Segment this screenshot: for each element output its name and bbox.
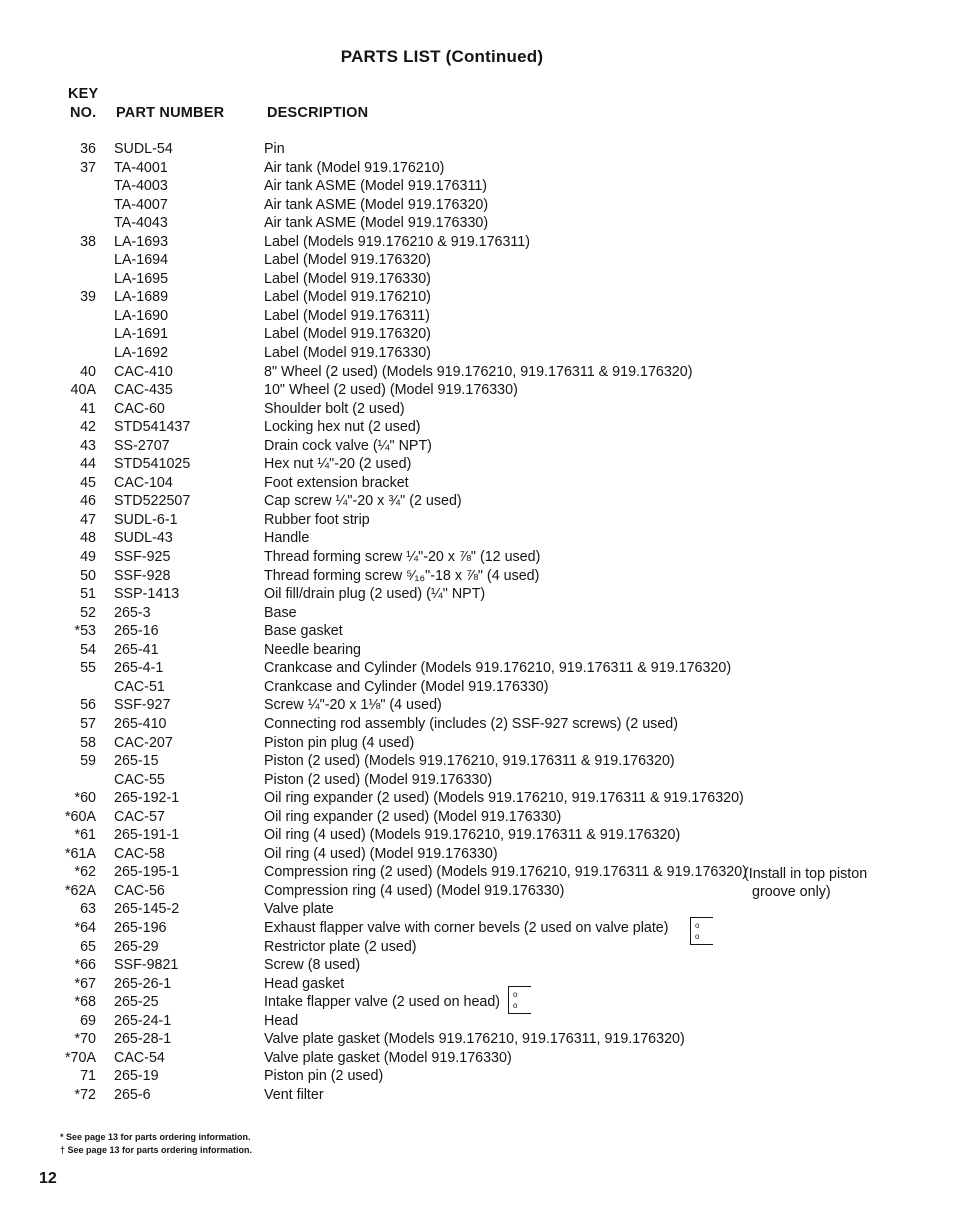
part-number: 265-145-2 xyxy=(114,901,180,918)
part-number: 265-28-1 xyxy=(114,1031,172,1048)
part-description: Oil fill/drain plug (2 used) (¼" NPT) xyxy=(264,586,486,603)
part-description: Pin xyxy=(264,141,285,157)
part-number: 265-25 xyxy=(114,994,159,1011)
key-number: 54 xyxy=(80,641,96,658)
table-row xyxy=(0,752,954,771)
part-description: Piston pin plug (4 used) xyxy=(264,734,415,751)
part-description: Crankcase and Cylinder (Model 919.176330) xyxy=(264,678,549,695)
part-number: CAC-435 xyxy=(114,382,173,399)
description-header: DESCRIPTION xyxy=(267,105,369,121)
part-description: Intake flapper valve (2 used on head) xyxy=(264,994,501,1011)
footnote: † See page 13 for parts ordering information. xyxy=(60,1145,253,1155)
part-number: LA-1691 xyxy=(114,326,169,343)
part-description: Valve plate gasket (Model 919.176330) xyxy=(264,1049,512,1066)
part-number: TA-4007 xyxy=(114,196,168,213)
part-description: Oil ring expander (2 used) (Model 919.176330) xyxy=(264,808,562,825)
page-title: PARTS LIST (Continued) xyxy=(340,47,544,66)
key-number: 44 xyxy=(80,456,96,473)
part-number: 265-19 xyxy=(114,1068,159,1085)
table-row xyxy=(0,622,954,641)
part-description: Air tank ASME (Model 919.176320) xyxy=(264,196,489,213)
part-description: Hex nut ¼"-20 (2 used) xyxy=(264,456,412,473)
table-row xyxy=(0,956,954,975)
part-description: Air tank (Model 919.176210) xyxy=(264,159,445,176)
part-description: Air tank ASME (Model 919.176311) xyxy=(264,178,488,195)
table-row xyxy=(0,511,954,530)
part-description: Exhaust flapper valve with corner bevels (2 used on valve plate) xyxy=(264,919,669,936)
part-description: Oil ring (4 used) (Models 919.176210, 919.176311 & 919.176320) xyxy=(264,827,681,844)
part-number: LA-1693 xyxy=(114,233,169,250)
key-number: 63 xyxy=(80,901,96,918)
part-description: Head xyxy=(264,1012,299,1029)
table-row xyxy=(0,567,954,586)
parts-table xyxy=(0,140,954,1104)
table-row xyxy=(0,1012,954,1031)
part-description: Screw (8 used) xyxy=(264,957,361,974)
part-number: SSF-9821 xyxy=(114,957,179,974)
part-number: CAC-58 xyxy=(114,845,165,862)
table-row xyxy=(0,585,954,604)
table-row xyxy=(0,845,954,864)
table-row xyxy=(0,993,954,1012)
part-number: CAC-55 xyxy=(114,771,165,788)
part-description: Shoulder bolt (2 used) xyxy=(264,400,405,417)
part-number: STD541437 xyxy=(114,419,191,436)
part-number: SSF-925 xyxy=(114,549,171,566)
key-number: *62 xyxy=(74,864,96,881)
part-number: 265-15 xyxy=(114,753,159,770)
part-description: Handle xyxy=(264,530,310,547)
table-row xyxy=(0,789,954,808)
part-description: Cap screw ¼"-20 x ¾" (2 used) xyxy=(264,493,462,510)
key-number: 48 xyxy=(80,530,96,547)
table-row xyxy=(0,826,954,845)
part-description: Thread forming screw ¼"-20 x ⅞" (12 used) xyxy=(264,549,541,566)
key-number: 40 xyxy=(80,363,96,380)
table-row xyxy=(0,400,954,419)
part-number: SSF-927 xyxy=(114,697,171,714)
key-number: 50 xyxy=(80,567,96,584)
table-row xyxy=(0,325,954,344)
part-description: Air tank ASME (Model 919.176330) xyxy=(264,215,489,232)
table-row xyxy=(0,474,954,493)
table-row xyxy=(0,734,954,753)
part-description: Piston (2 used) (Models 919.176210, 919.176311 & 919.176320) xyxy=(264,753,675,770)
key-number: 55 xyxy=(80,660,96,677)
table-row xyxy=(0,233,954,252)
part-description: Label (Model 919.176320) xyxy=(264,252,431,269)
key-number: *68 xyxy=(74,994,96,1011)
table-row xyxy=(0,381,954,400)
table-row xyxy=(0,492,954,511)
part-description: Foot extension bracket xyxy=(264,474,409,491)
part-description: Valve plate xyxy=(264,901,334,918)
part-description: Rubber foot strip xyxy=(264,511,370,528)
part-description: Compression ring (4 used) (Model 919.176330) xyxy=(264,882,565,899)
part-description: 10" Wheel (2 used) (Model 919.176330) xyxy=(264,382,518,399)
key-number: 57 xyxy=(80,715,96,732)
part-description: Valve plate gasket (Models 919.176210, 919.176311, 919.176320) xyxy=(264,1031,685,1048)
key-number: *70A xyxy=(64,1049,96,1066)
part-number: 265-191-1 xyxy=(114,827,180,844)
key-number: *64 xyxy=(74,919,96,936)
key-number: 47 xyxy=(80,511,96,528)
part-description: Piston pin (2 used) xyxy=(264,1068,384,1085)
part-number: TA-4003 xyxy=(114,178,168,195)
key-number: 45 xyxy=(80,474,96,491)
table-row xyxy=(0,288,954,307)
table-row xyxy=(0,975,954,994)
part-description: Needle bearing xyxy=(264,641,361,658)
table-row xyxy=(0,418,954,437)
part-description: Oil ring expander (2 used) (Models 919.176210, 919.176311 & 919.176320) xyxy=(264,790,744,807)
key-number: 58 xyxy=(80,734,96,751)
part-number-header: PART NUMBER xyxy=(116,105,225,121)
part-description: 8" Wheel (2 used) (Models 919.176210, 919.176311 & 919.176320) xyxy=(264,363,693,380)
part-number: 265-195-1 xyxy=(114,864,180,881)
key-number: 51 xyxy=(80,586,96,603)
part-description: Piston (2 used) (Model 919.176330) xyxy=(264,771,493,788)
part-number: 265-196 xyxy=(114,919,167,936)
key-number: *61A xyxy=(64,845,96,862)
table-row xyxy=(0,1030,954,1049)
part-description: Thread forming screw ⁵⁄₁₆"-18 x ⅞" (4 used) xyxy=(264,567,540,584)
table-row xyxy=(0,214,954,233)
part-description: Connecting rod assembly (includes (2) SSF-927 screws) (2 used) xyxy=(264,715,678,732)
part-number: 265-6 xyxy=(114,1086,151,1103)
table-row xyxy=(0,604,954,623)
key-number: 49 xyxy=(80,549,96,566)
table-row xyxy=(0,270,954,289)
table-row xyxy=(0,938,954,957)
part-number: CAC-104 xyxy=(114,474,173,491)
part-description: Locking hex nut (2 used) xyxy=(264,419,421,436)
part-description: Head gasket xyxy=(264,975,345,992)
part-description: Drain cock valve (¼" NPT) xyxy=(264,437,432,454)
table-row xyxy=(0,363,954,382)
page-number: 12 xyxy=(39,1170,57,1187)
key-number: *60A xyxy=(64,808,96,825)
part-number: 265-29 xyxy=(114,938,159,955)
table-row xyxy=(0,437,954,456)
key-number: *67 xyxy=(74,975,96,992)
table-row xyxy=(0,678,954,697)
part-number: LA-1695 xyxy=(114,270,169,287)
table-row xyxy=(0,196,954,215)
part-number: 265-24-1 xyxy=(114,1012,172,1029)
part-description: Base xyxy=(264,604,297,621)
table-row xyxy=(0,140,954,159)
part-description: Vent filter xyxy=(264,1086,324,1103)
part-number: SUDL-6-1 xyxy=(114,511,178,528)
part-description: Screw ¼"-20 x 1⅛" (4 used) xyxy=(264,697,442,714)
part-number: CAC-410 xyxy=(114,363,173,380)
part-description: Compression ring (2 used) (Models 919.176210, 919.176311 & 919.176320) xyxy=(264,864,747,881)
key-number: 41 xyxy=(80,400,96,417)
part-description: Label (Model 919.176320) xyxy=(264,326,431,343)
table-row xyxy=(0,808,954,827)
key-number: 46 xyxy=(80,493,96,510)
key-number: 40A xyxy=(70,382,96,399)
key-number: *72 xyxy=(74,1086,96,1103)
key-number: *53 xyxy=(74,623,96,640)
footnote: * See page 13 for parts ordering information. xyxy=(60,1132,251,1142)
part-description: Label (Model 919.176311) xyxy=(264,307,430,324)
part-number: 265-4-1 xyxy=(114,660,164,677)
key-number: 56 xyxy=(80,697,96,714)
part-number: 265-192-1 xyxy=(114,790,180,807)
table-row xyxy=(0,177,954,196)
table-row xyxy=(0,307,954,326)
table-row xyxy=(0,455,954,474)
part-description: Label (Model 919.176330) xyxy=(264,270,431,287)
key-number: 36 xyxy=(80,141,96,157)
table-row xyxy=(0,1086,954,1105)
valve-bracket-symbol: o o xyxy=(508,986,531,1014)
table-row xyxy=(0,548,954,567)
key-number: *66 xyxy=(74,957,96,974)
part-number: SS-2707 xyxy=(114,437,170,454)
key-header-line2: NO. xyxy=(70,105,97,121)
part-description: Crankcase and Cylinder (Models 919.176210, 919.176311 & 919.176320) xyxy=(264,660,732,677)
key-number: 65 xyxy=(80,938,96,955)
part-description: Label (Models 919.176210 & 919.176311) xyxy=(264,233,531,250)
key-number: 42 xyxy=(80,419,96,436)
key-number: 39 xyxy=(80,289,96,306)
part-number: CAC-51 xyxy=(114,678,165,695)
table-row xyxy=(0,771,954,790)
key-number: 59 xyxy=(80,753,96,770)
part-description: Base gasket xyxy=(264,623,343,640)
table-row xyxy=(0,1049,954,1068)
part-number: 265-16 xyxy=(114,623,159,640)
part-number: STD522507 xyxy=(114,493,191,510)
part-description: Label (Model 919.176330) xyxy=(264,345,431,362)
key-number: *70 xyxy=(74,1031,96,1048)
table-row xyxy=(0,251,954,270)
part-number: TA-4001 xyxy=(114,159,168,176)
part-number: 265-3 xyxy=(114,604,151,621)
key-number: *62A xyxy=(64,882,96,899)
key-number: *61 xyxy=(74,827,96,844)
table-row xyxy=(0,696,954,715)
table-row xyxy=(0,1067,954,1086)
key-number: 71 xyxy=(80,1068,96,1085)
part-description: Oil ring (4 used) (Model 919.176330) xyxy=(264,845,498,862)
part-number: 265-26-1 xyxy=(114,975,172,992)
table-row xyxy=(0,159,954,178)
table-row xyxy=(0,529,954,548)
part-number: LA-1690 xyxy=(114,307,169,324)
install-note-line1: (Install in top piston xyxy=(744,866,868,882)
install-note-line2: groove only) xyxy=(752,884,831,900)
table-row xyxy=(0,900,954,919)
key-number: 37 xyxy=(80,159,96,176)
key-number: 38 xyxy=(80,233,96,250)
table-row xyxy=(0,641,954,660)
part-number: LA-1692 xyxy=(114,345,169,362)
part-number: SSP-1413 xyxy=(114,586,180,603)
part-number: SUDL-54 xyxy=(114,141,173,157)
key-number: 52 xyxy=(80,604,96,621)
part-number: CAC-54 xyxy=(114,1049,165,1066)
part-number: SSF-928 xyxy=(114,567,171,584)
table-row xyxy=(0,715,954,734)
part-description: Label (Model 919.176210) xyxy=(264,289,431,306)
table-row xyxy=(0,919,954,938)
key-header-line1: KEY xyxy=(68,86,99,102)
part-number: LA-1689 xyxy=(114,289,169,306)
part-number: CAC-207 xyxy=(114,734,173,751)
part-number: TA-4043 xyxy=(114,215,168,232)
part-number: CAC-57 xyxy=(114,808,165,825)
key-number: 69 xyxy=(80,1012,96,1029)
table-row xyxy=(0,659,954,678)
part-description: Restrictor plate (2 used) xyxy=(264,938,417,955)
key-number: 43 xyxy=(80,437,96,454)
valve-bracket-symbol: o o xyxy=(690,917,713,945)
part-number: 265-410 xyxy=(114,715,167,732)
part-number: CAC-60 xyxy=(114,400,165,417)
part-number: 265-41 xyxy=(114,641,159,658)
part-number: STD541025 xyxy=(114,456,191,473)
key-number: *60 xyxy=(74,790,96,807)
part-number: CAC-56 xyxy=(114,882,165,899)
part-number: SUDL-43 xyxy=(114,530,173,547)
table-row xyxy=(0,344,954,363)
part-number: LA-1694 xyxy=(114,252,169,269)
